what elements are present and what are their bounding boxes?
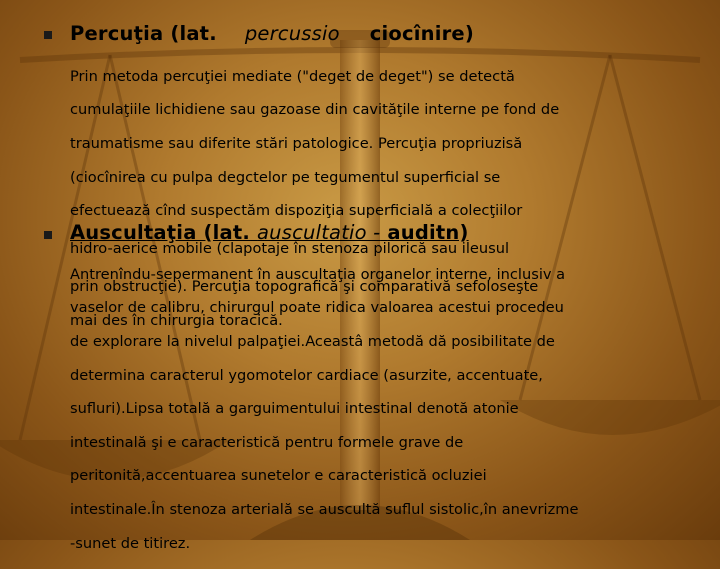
text-line: traumatisme sau diferite stări patologice. Percuţia propriuzisă — [70, 134, 523, 152]
bullet-icon — [44, 231, 52, 239]
section-heading-percussion — [70, 22, 474, 45]
text-line: mai des în chirurgia toracică. — [70, 311, 283, 329]
text-line: de explorare la nivelul palpaţiei.Aceastâ metodă dă posibilitate de — [70, 332, 555, 350]
section-heading-auscultation — [70, 221, 469, 244]
text-line: intestinală şi e caracteristică pentru formele grave de — [70, 433, 464, 451]
text-line: vaselor de calibru, chirurgul poate ridica valoarea acestui procedeu — [70, 299, 564, 317]
text-line: cumulaţiile lichidiene sau gazoase din cavităţile interne pe fond de — [70, 101, 560, 119]
text-line: (ciocînirea cu pulpa degctelor pe tegumentul superficial se — [70, 168, 501, 186]
heading-latin-term: auscultatio - — [257, 221, 381, 244]
text-line: efectuează cînd suspectăm dispoziţia superficială a colecţiilor — [70, 202, 523, 220]
heading-suffix: auditn) — [387, 221, 469, 244]
bullet-icon — [44, 31, 52, 39]
text-line: peritonită,accentuarea sunetelor e caracteristică ocluziei — [70, 467, 487, 485]
text-line: determina caracterul ygomotelor cardiace (asurzite, accentuate, — [70, 366, 543, 384]
text-line: prin obstrucţie). Percuţia topografică şi comparativă sefoloseşte — [70, 278, 539, 296]
heading-suffix: ciocînire) — [369, 22, 474, 45]
text-line: sufluri).Lipsa totală a garguimentului intestinal denotă atonie — [70, 400, 519, 418]
heading-latin-term: percussio — [244, 22, 340, 45]
heading-prefix: Percuţia (lat. — [70, 22, 217, 45]
heading-prefix: Auscultaţia (lat. — [70, 221, 251, 244]
text-line: -sunet de titirez. — [70, 534, 191, 552]
text-line: Antrenîndu-sepermanent în auscultaţia organelor interne, inclusiv a — [70, 265, 566, 283]
paragraph-auscultation — [70, 250, 690, 569]
text-line: Prin metoda percuţiei mediate ("deget de deget") se detectă — [70, 67, 515, 85]
text-line: intestinale.În stenoza arterială se auscultă suflul sistolic,în anevrizme — [70, 500, 579, 518]
text-line: hidro-aerice mobile (clapotaje în stenoza pilorică sau ileusul — [70, 239, 510, 257]
